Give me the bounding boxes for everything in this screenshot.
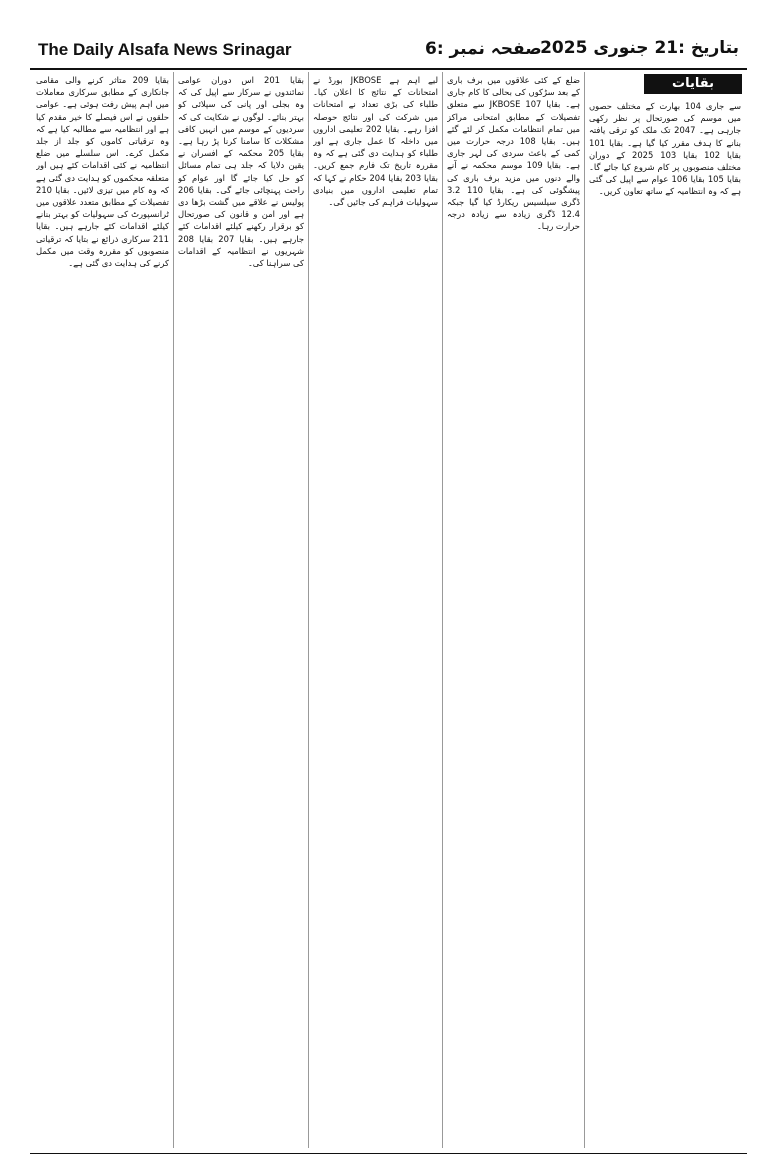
newspaper-name: The Daily Alsafa News Srinagar bbox=[38, 40, 292, 59]
article-column-2: بقایا 201 اس دوران عوامی نمائندوں نے سرکار سے اپیل کی کہ وہ بجلی اور پانی کی سپلائی کو بہتر بنائے۔ لوگوں نے شکایت کی کہ سردیوں کے موسم میں انہیں کافی مشکلات کا سامنا کرنا پڑ رہا ہے۔ بقایا 205 محکمہ کے افسران نے یقین دلایا کہ جلد ہی تمام مسائل کو حل کیا جائے گا اور عوام کو راحت پہنچائی جائے گی۔ بقایا 206 پولیس نے علاقے میں گشت بڑھا دی ہے اور امن و قانون کی صورتحال کو برقرار رکھنے کیلئے اقدامات کئے جارہے ہیں۔ بقایا 207 بقایا 208 شہریوں نے انتظامیہ کے اقدامات کی سراہنا کی۔ bbox=[178, 75, 304, 269]
article-column-4: ضلع کے کئی علاقوں میں برف باری کے بعد سڑکوں کی بحالی کا کام جاری ہے۔ بقایا 107 JKBOSE سے متعلق تفصیلات کے مطابق امتحانی مراکز میں تمام انتظامات مکمل کر لئے گئے ہیں۔ بقایا 108 درجہ حرارت میں کمی کے باعث سردی کی لہر جاری ہے۔ بقایا 109 موسم محکمہ نے آنے والے دنوں میں مزید برف باری کی پیشگوئی کی ہے۔ بقایا 110 3.2 ڈگری سیلسیس ریکارڈ کیا گیا جبکہ 12.4 ڈگری زیادہ سے زیادہ درجہ حرارت رہا۔ bbox=[447, 75, 580, 232]
article-column-3: لیے اہم ہے JKBOSE بورڈ نے امتحانات کے نتائج کا اعلان کیا۔ طلباء کی بڑی تعداد نے امتحانات میں شرکت کی اور نتائج حوصلہ افزا رہے۔ بقایا 202 تعلیمی اداروں میں داخلہ کا عمل جاری ہے اور طلباء کو ہدایت دی گئی ہے کہ وہ مقررہ تاریخ تک فارم جمع کریں۔ بقایا 203 بقایا 204 حکام نے کہا کہ تمام تعلیمی اداروں میں بنیادی سہولیات فراہم کی جائیں گی۔ bbox=[313, 75, 438, 208]
article-column-5: سے جاری 104 بھارت کے مختلف حصوں میں موسم کی صورتحال پر نظر رکھی جارہی ہے۔ 2047 تک ملک کو ترقی یافتہ بنانے کا ہدف مقرر کیا گیا ہے۔ بقایا 101 بقایا 102 بقایا 103 2025 کے دوران مختلف منصوبوں پر کام شروع کیا جائے گا۔ بقایا 105 بقایا 106 عوام سے اپیل کی گئی ہے کہ وہ انتظامیہ کے ساتھ تعاون کریں۔ bbox=[589, 101, 741, 197]
article-column-1: بقایا 209 متاثر کرنے والی مقامی جانکاری کے مطابق سرکاری معاملات میں اہم پیش رفت ہوئی ہے۔ عوامی حلقوں نے اس فیصلے کا خیر مقدم کیا ہے اور انتظامیہ سے مطالبہ کیا ہے کہ وہ ترقیاتی کاموں کو جلد از جلد مکمل کرے۔ اس سلسلے میں ضلع انتظامیہ نے کئی اقدامات کئے ہیں اور متعلقہ محکموں کو ہدایت دی گئی ہے کہ وہ کام میں تیزی لائیں۔ بقایا 210 تفصیلات کے مطابق متعدد علاقوں میں ٹرانسپورٹ کی سہولیات کو بہتر بنانے کیلئے اقدامات کئے جارہے ہیں۔ بقایا 211 سرکاری ذرائع نے بتایا کہ ترقیاتی منصوبوں کو مقررہ وقت میں مکمل کرنے کی ہدایت دی گئی ہے۔ bbox=[36, 75, 169, 269]
footer-rule bbox=[30, 1153, 747, 1154]
issue-date: بتاریخ :21 جنوری 2025 bbox=[540, 38, 739, 58]
column-divider bbox=[308, 72, 309, 1148]
column-divider bbox=[584, 72, 585, 1148]
header-rule bbox=[30, 68, 747, 70]
page-number: صفحہ نمبر :6 bbox=[425, 39, 542, 59]
section-title: بقایات bbox=[644, 74, 742, 94]
column-divider bbox=[173, 72, 174, 1148]
masthead bbox=[30, 40, 747, 64]
column-divider bbox=[442, 72, 443, 1148]
